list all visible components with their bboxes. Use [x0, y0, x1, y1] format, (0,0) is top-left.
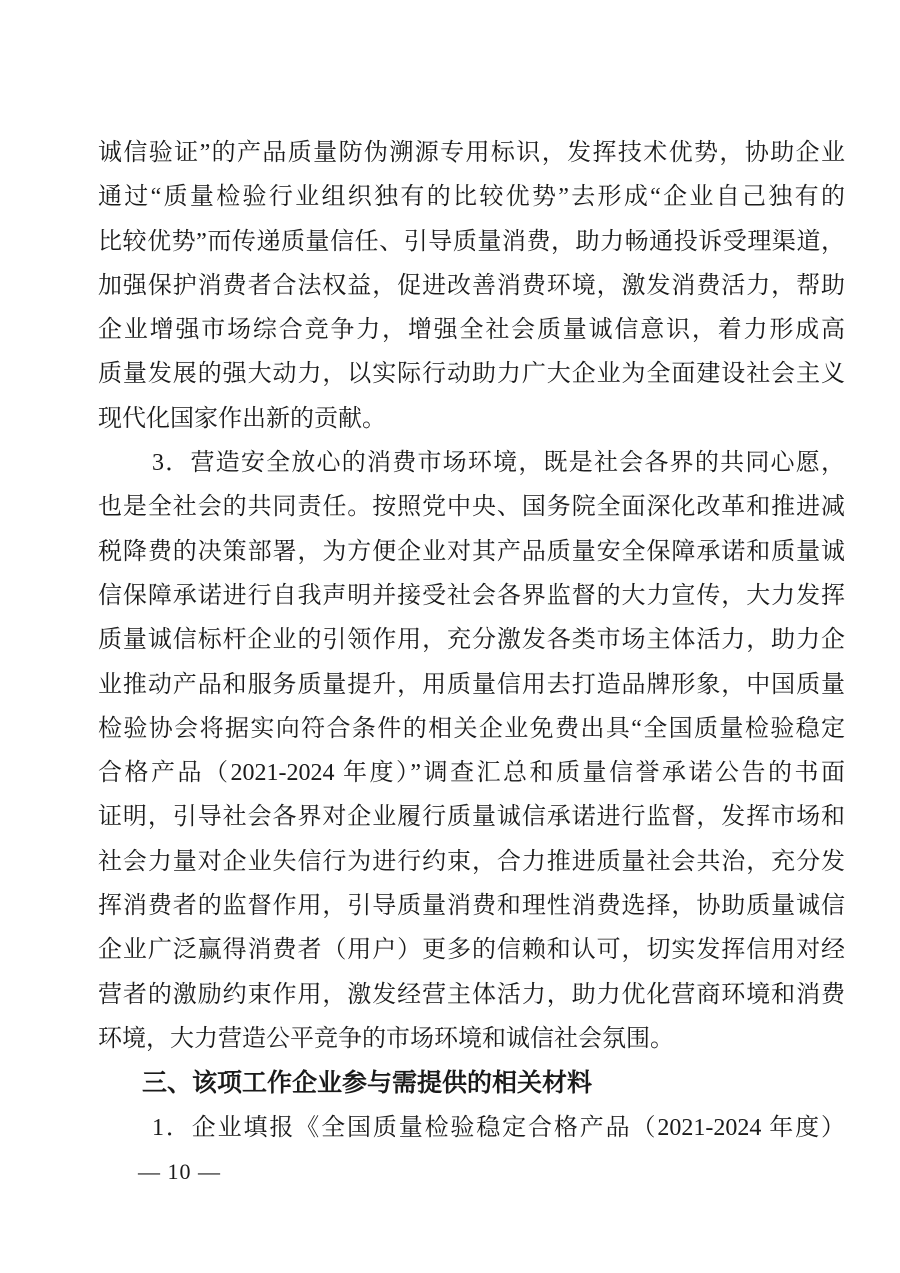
text-line: 质量诚信标杆企业的引领作用，充分激发各类市场主体活力，助力企: [98, 627, 845, 654]
text-line: 环境，大力营造公平竞争的市场环境和诚信社会氛围。: [98, 1025, 674, 1052]
text-line: 企业广泛赢得消费者（用户）更多的信赖和认可，切实发挥信用对经: [98, 937, 845, 964]
text-line: 检验协会将据实向符合条件的相关企业免费出具“全国质量检验稳定: [98, 715, 845, 742]
text-line: 通过“质量检验行业组织独有的比较优势”去形成“企业自己独有的: [98, 184, 845, 211]
text-line: 税降费的决策部署，为方便企业对其产品质量安全保障承诺和质量诚: [98, 538, 845, 565]
section-heading: 三、该项工作企业参与需提供的相关材料: [142, 1069, 593, 1098]
text-line: 诚信验证”的产品质量防伪溯源专用标识，发挥技术优势，协助企业: [98, 140, 845, 166]
text-line: 业推动产品和服务质量提升，用质量信用去打造品牌形象，中国质量: [98, 671, 845, 698]
text-line: 也是全社会的共同责任。按照党中央、国务院全面深化改革和推进减: [98, 494, 845, 521]
text-line: 营者的激励约束作用，激发经营主体活力，助力优化营商环境和消费: [98, 981, 845, 1008]
text-line: 加强保护消费者合法权益，促进改善消费环境，激发消费活力，帮助: [98, 272, 845, 299]
text-line: 1．企业填报《全国质量检验稳定合格产品（2021-2024 年度）: [152, 1114, 845, 1141]
text-line: 比较优势”而传递质量信任、引导质量消费，助力畅通投诉受理渠道，: [98, 228, 845, 255]
text-line: 合格产品（2021-2024 年度）”调查汇总和质量信誉承诺公告的书面: [98, 760, 845, 787]
text-line: 现代化国家作出新的贡献。: [98, 405, 386, 432]
text-line: 企业增强市场综合竞争力，增强全社会质量诚信意识，着力形成高: [98, 317, 845, 344]
text-line: 质量发展的强大动力，以实际行动助力广大企业为全面建设社会主义: [98, 361, 845, 388]
page-number: — 10 —: [138, 1159, 221, 1184]
text-line: 挥消费者的监督作用，引导质量消费和理性消费选择，协助质量诚信: [98, 893, 845, 920]
text-line: 3．营造安全放心的消费市场环境，既是社会各界的共同心愿，: [152, 450, 845, 477]
text-line: 证明，引导社会各界对企业履行质量诚信承诺进行监督，发挥市场和: [98, 804, 845, 831]
text-line: 信保障承诺进行自我声明并接受社会各界监督的大力宣传，大力发挥: [98, 582, 845, 609]
body-text: [98, 131, 845, 1150]
text-line: 社会力量对企业失信行为进行约束，合力推进质量社会共治，充分发: [98, 848, 845, 875]
